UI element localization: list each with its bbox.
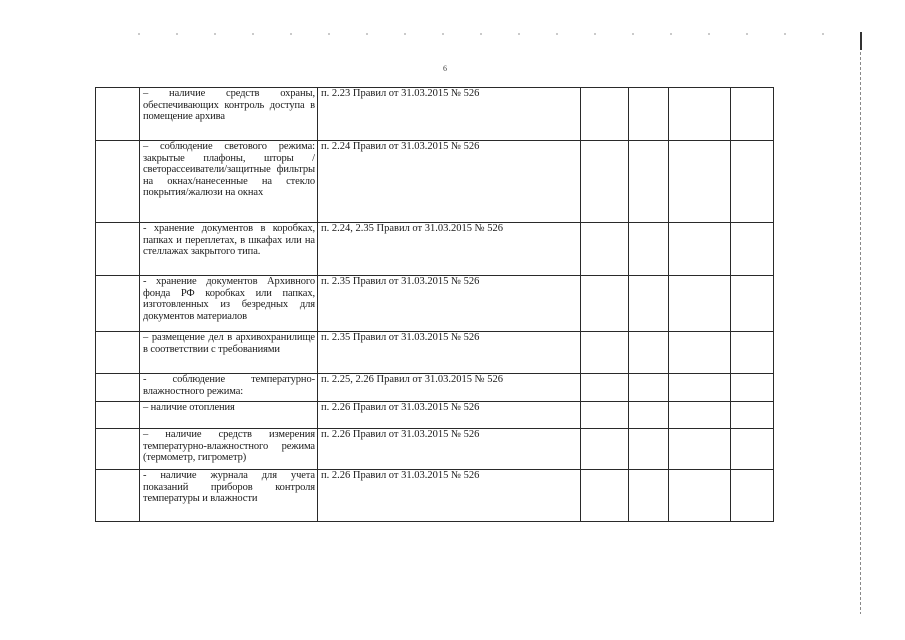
answer-na-cell [669,402,731,429]
scan-dot-noise [120,33,840,35]
notes-cell [731,332,774,374]
answer-no-cell [629,374,669,402]
row-number-cell [96,374,140,402]
notes-cell [731,402,774,429]
requirement-cell: – соблюдение светового режима: закрытые плафоны, шторы / светорассеиватели/защитные фильтры на окнах/нанесенные на стекло покрытия/жалюзи на окнах [140,141,318,223]
answer-yes-cell [581,223,629,276]
row-number-cell [96,276,140,332]
answer-yes-cell [581,374,629,402]
answer-no-cell [629,223,669,276]
requirement-cell: – наличие средств измерения температурно-влажностного режима (термометр, гигрометр) [140,429,318,470]
requirement-cell: – размещение дел в архивохранилище в соответствии с требованиями [140,332,318,374]
answer-yes-cell [581,429,629,470]
answer-na-cell [669,374,731,402]
table-row [96,332,774,374]
table-row [96,374,774,402]
row-number-cell [96,88,140,141]
table-row [96,402,774,429]
answer-yes-cell [581,332,629,374]
answer-no-cell [629,470,669,522]
page-number: 6 [443,64,447,73]
answer-yes-cell [581,470,629,522]
table-row [96,470,774,522]
answer-na-cell [669,223,731,276]
table-row [96,141,774,223]
answer-na-cell [669,276,731,332]
answer-na-cell [669,429,731,470]
answer-yes-cell [581,276,629,332]
row-number-cell [96,141,140,223]
table-row [96,223,774,276]
reference-cell: п. 2.35 Правил от 31.03.2015 № 526 [318,276,581,332]
row-number-cell [96,402,140,429]
answer-no-cell [629,402,669,429]
reference-cell: п. 2.23 Правил от 31.03.2015 № 526 [318,88,581,141]
answer-na-cell [669,470,731,522]
requirement-cell: – наличие отопления [140,402,318,429]
table-row [96,429,774,470]
answer-no-cell [629,141,669,223]
notes-cell [731,429,774,470]
row-number-cell [96,429,140,470]
requirement-cell: - хранение документов Архивного фонда РФ коробках или папках, изготовленных из безредных для документов материалов [140,276,318,332]
notes-cell [731,88,774,141]
row-number-cell [96,470,140,522]
table-row [96,88,774,141]
answer-no-cell [629,332,669,374]
reference-cell: п. 2.24, 2.35 Правил от 31.03.2015 № 526 [318,223,581,276]
answer-na-cell [669,141,731,223]
answer-no-cell [629,276,669,332]
answer-yes-cell [581,141,629,223]
table-row [96,276,774,332]
checklist-table [95,87,774,522]
row-number-cell [96,223,140,276]
requirement-cell: – наличие средств охраны, обеспечивающих контроль доступа в помещение архива [140,88,318,141]
notes-cell [731,374,774,402]
answer-na-cell [669,88,731,141]
page-edge-mark [860,32,862,50]
reference-cell: п. 2.35 Правил от 31.03.2015 № 526 [318,332,581,374]
reference-cell: п. 2.24 Правил от 31.03.2015 № 526 [318,141,581,223]
requirement-cell: - соблюдение температурно-влажностного режима: [140,374,318,402]
notes-cell [731,223,774,276]
page-edge-line [860,32,861,614]
answer-yes-cell [581,402,629,429]
row-number-cell [96,332,140,374]
requirement-cell: - хранение документов в коробках, папках и переплетах, в шкафах или на стеллажах закрытого типа. [140,223,318,276]
reference-cell: п. 2.26 Правил от 31.03.2015 № 526 [318,429,581,470]
reference-cell: п. 2.26 Правил от 31.03.2015 № 526 [318,470,581,522]
reference-cell: п. 2.26 Правил от 31.03.2015 № 526 [318,402,581,429]
notes-cell [731,276,774,332]
reference-cell: п. 2.25, 2.26 Правил от 31.03.2015 № 526 [318,374,581,402]
requirement-cell: - наличие журнала для учета показаний приборов контроля температуры и влажности [140,470,318,522]
answer-no-cell [629,429,669,470]
notes-cell [731,470,774,522]
answer-no-cell [629,88,669,141]
answer-yes-cell [581,88,629,141]
notes-cell [731,141,774,223]
answer-na-cell [669,332,731,374]
